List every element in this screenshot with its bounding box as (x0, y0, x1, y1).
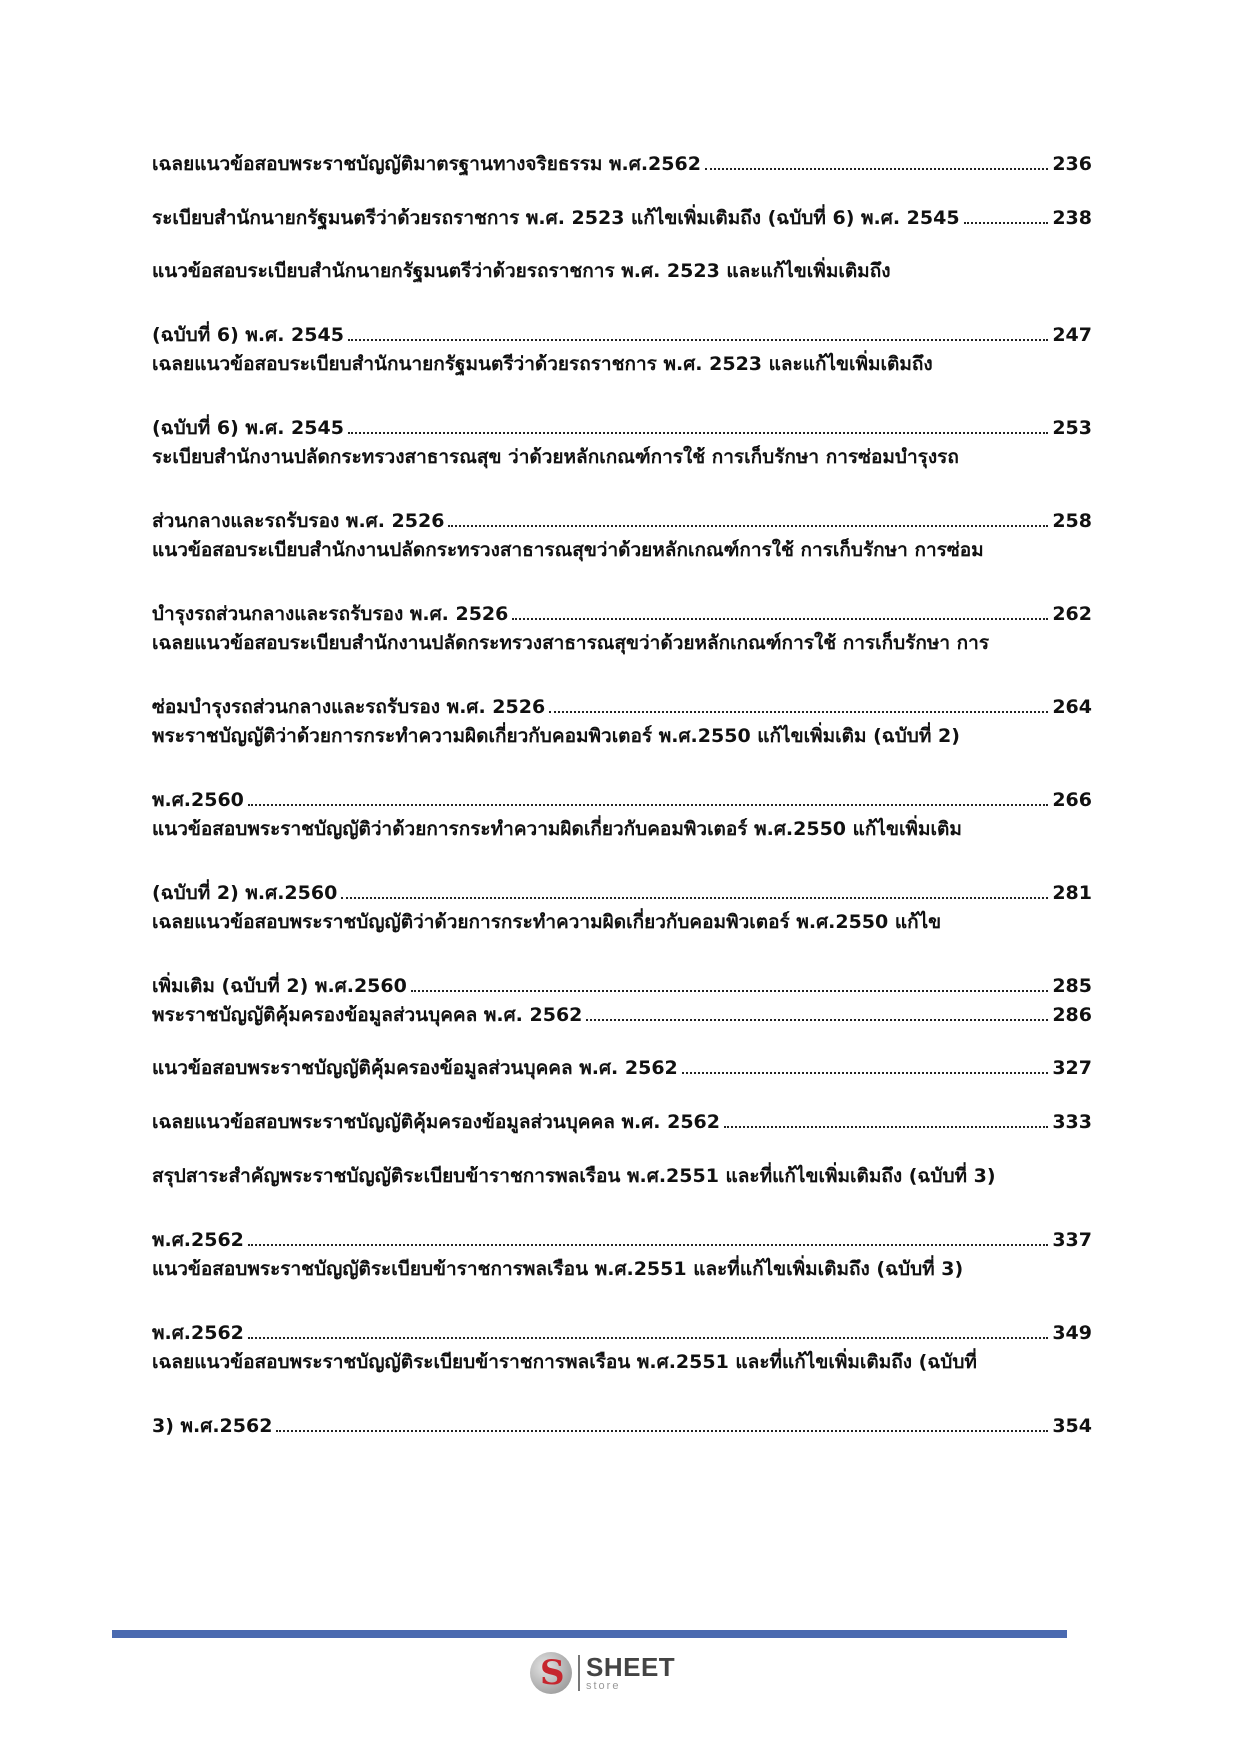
dot-leader (411, 976, 1049, 992)
toc-entry-title: เพิ่มเติม (ฉบับที่ 2) พ.ศ.2560 (152, 975, 407, 997)
toc-entry-title: เฉลยแนวข้อสอบพระราชบัญญัติคุ้มครองข้อมูลส่วนบุคคล พ.ศ. 2562 (152, 1111, 720, 1133)
toc-entry[interactable] (152, 629, 1092, 722)
toc-entry-last-line (152, 1319, 1092, 1348)
dot-leader (724, 1112, 1048, 1128)
sheet-store-logo (530, 1648, 690, 1698)
dot-leader (448, 511, 1048, 527)
toc-entry-title-line: แนวข้อสอบพระราชบัญญัติว่าด้วยการกระทำความผิดเกี่ยวกับคอมพิวเตอร์ พ.ศ.2550 แก้ไขเพิ่มเติม (152, 818, 962, 840)
toc-entry[interactable] (152, 1162, 1092, 1255)
toc-entry-last-line (152, 414, 1092, 443)
toc-entry-page-number: 266 (1052, 789, 1092, 811)
toc-entry[interactable] (152, 257, 1092, 350)
toc-entry[interactable] (152, 443, 1092, 536)
toc-entry-title: (ฉบับที่ 2) พ.ศ.2560 (152, 882, 338, 904)
toc-entry[interactable] (152, 908, 1092, 1001)
toc-entry-title: ส่วนกลางและรถรับรอง พ.ศ. 2526 (152, 510, 445, 532)
toc-entry-last-line (152, 972, 1092, 1001)
toc-entry-page-number: 258 (1052, 510, 1092, 532)
toc-entry-last-line (152, 1054, 1092, 1083)
toc-entry-title-line: เฉลยแนวข้อสอบพระราชบัญญัติว่าด้วยการกระทำความผิดเกี่ยวกับคอมพิวเตอร์ พ.ศ.2550 แก้ไข (152, 911, 942, 933)
toc-entry-last-line (152, 786, 1092, 815)
toc-entry[interactable] (152, 204, 1092, 233)
toc-entry-page-number: 337 (1052, 1229, 1092, 1251)
toc-entry-page-number: 333 (1052, 1111, 1092, 1133)
toc-entry-title-line: เฉลยแนวข้อสอบระเบียบสำนักนายกรัฐมนตรีว่าด้วยรถราชการ พ.ศ. 2523 และแก้ไขเพิ่มเติมถึง (152, 353, 933, 375)
toc-entry[interactable] (152, 350, 1092, 443)
toc-entry[interactable] (152, 150, 1092, 179)
toc-entry[interactable] (152, 1255, 1092, 1348)
toc-entry-title-line: ระเบียบสำนักงานปลัดกระทรวงสาธารณสุข ว่าด้วยหลักเกณฑ์การใช้ การเก็บรักษา การซ่อมบำรุงรถ (152, 446, 959, 468)
dot-leader (248, 790, 1048, 806)
dot-leader (964, 208, 1049, 224)
dot-leader (586, 1005, 1048, 1021)
toc-entry[interactable] (152, 722, 1092, 815)
logo-wordmark (586, 1654, 675, 1692)
dot-leader (341, 883, 1048, 899)
toc-entry-last-line (152, 150, 1092, 179)
toc-entry-title-line: เฉลยแนวข้อสอบระเบียบสำนักงานปลัดกระทรวงสาธารณสุขว่าด้วยหลักเกณฑ์การใช้ การเก็บรักษา การ (152, 632, 990, 654)
toc-entry[interactable] (152, 536, 1092, 629)
toc-entry[interactable] (152, 1108, 1092, 1137)
toc-entry-title: พระราชบัญญัติคุ้มครองข้อมูลส่วนบุคคล พ.ศ. 2562 (152, 1004, 583, 1026)
toc-entry-page-number: 354 (1052, 1415, 1092, 1437)
dot-leader (682, 1058, 1049, 1074)
footer-divider (112, 1630, 1067, 1638)
toc-entry-title-line: สรุปสาระสำคัญพระราชบัญญัติระเบียบข้าราชการพลเรือน พ.ศ.2551 และที่แก้ไขเพิ่มเติมถึง (ฉบับที่ 3) (152, 1165, 996, 1187)
dot-leader (549, 697, 1048, 713)
toc-entry-page-number: 281 (1052, 882, 1092, 904)
toc-entry-page-number: 247 (1052, 324, 1092, 346)
toc-entry[interactable] (152, 1001, 1092, 1030)
toc-entry-page-number: 253 (1052, 417, 1092, 439)
logo-separator (578, 1655, 580, 1691)
logo-word: SHEET (586, 1652, 676, 1682)
toc-entry-title: พ.ศ.2562 (152, 1229, 244, 1251)
dot-leader (705, 154, 1048, 170)
dot-leader (248, 1323, 1048, 1339)
toc-entry-last-line (152, 321, 1092, 350)
toc-entry[interactable] (152, 1348, 1092, 1441)
logo-subword: store (586, 1680, 621, 1692)
toc-entry-last-line (152, 600, 1092, 629)
toc-entry-title: (ฉบับที่ 6) พ.ศ. 2545 (152, 417, 344, 439)
logo-icon (530, 1652, 572, 1694)
toc-entry-page-number: 264 (1052, 696, 1092, 718)
toc-entry-title: พ.ศ.2560 (152, 789, 244, 811)
toc-entry-title: พ.ศ.2562 (152, 1322, 244, 1344)
toc-entry-title: ซ่อมบำรุงรถส่วนกลางและรถรับรอง พ.ศ. 2526 (152, 696, 546, 718)
toc-entry-last-line (152, 1226, 1092, 1255)
dot-leader (348, 325, 1048, 341)
toc-entry[interactable] (152, 1054, 1092, 1083)
toc-entry-title-line: แนวข้อสอบพระราชบัญญัติระเบียบข้าราชการพลเรือน พ.ศ.2551 และที่แก้ไขเพิ่มเติมถึง (ฉบับที่ 3) (152, 1258, 964, 1280)
toc-entry-page-number: 262 (1052, 603, 1092, 625)
toc-entry-title-line: พระราชบัญญัติว่าด้วยการกระทำความผิดเกี่ยวกับคอมพิวเตอร์ พ.ศ.2550 แก้ไขเพิ่มเติม (ฉบับที่ 2) (152, 725, 960, 747)
toc-entry-title-line: เฉลยแนวข้อสอบพระราชบัญญัติระเบียบข้าราชการพลเรือน พ.ศ.2551 และที่แก้ไขเพิ่มเติมถึง (ฉบับที่ (152, 1351, 977, 1373)
toc-entry-last-line (152, 204, 1092, 233)
toc-entry-page-number: 238 (1052, 207, 1092, 229)
dot-leader (512, 604, 1048, 620)
toc-entry-title: แนวข้อสอบพระราชบัญญัติคุ้มครองข้อมูลส่วนบุคคล พ.ศ. 2562 (152, 1057, 678, 1079)
toc-entry-page-number: 236 (1052, 153, 1092, 175)
dot-leader (248, 1230, 1048, 1246)
toc-entry-last-line (152, 879, 1092, 908)
toc-entry-last-line (152, 1001, 1092, 1030)
dot-leader (276, 1416, 1048, 1432)
toc-entry-page-number: 285 (1052, 975, 1092, 997)
toc-entry-title: 3) พ.ศ.2562 (152, 1415, 273, 1437)
toc-entry-page-number: 327 (1052, 1057, 1092, 1079)
toc-entry-title-line: แนวข้อสอบระเบียบสำนักนายกรัฐมนตรีว่าด้วยรถราชการ พ.ศ. 2523 และแก้ไขเพิ่มเติมถึง (152, 260, 891, 282)
toc-entry-title: บำรุงรถส่วนกลางและรถรับรอง พ.ศ. 2526 (152, 603, 509, 625)
toc-entry-page-number: 349 (1052, 1322, 1092, 1344)
toc-entry-last-line (152, 693, 1092, 722)
toc-entry-title: (ฉบับที่ 6) พ.ศ. 2545 (152, 324, 344, 346)
toc-entry[interactable] (152, 815, 1092, 908)
dot-leader (348, 418, 1048, 434)
toc-entry-title: ระเบียบสำนักนายกรัฐมนตรีว่าด้วยรถราชการ พ.ศ. 2523 แก้ไขเพิ่มเติมถึง (ฉบับที่ 6) พ.ศ. 2545 (152, 207, 960, 229)
toc-entry-title: เฉลยแนวข้อสอบพระราชบัญญัติมาตรฐานทางจริยธรรม พ.ศ.2562 (152, 153, 701, 175)
toc-entry-last-line (152, 1412, 1092, 1441)
toc-entry-title-line: แนวข้อสอบระเบียบสำนักงานปลัดกระทรวงสาธารณสุขว่าด้วยหลักเกณฑ์การใช้ การเก็บรักษา การซ่อม (152, 539, 984, 561)
toc-entry-last-line (152, 507, 1092, 536)
logo-letter: S (540, 1653, 565, 1693)
toc-entry-page-number: 286 (1052, 1004, 1092, 1026)
toc-entry-last-line (152, 1108, 1092, 1137)
